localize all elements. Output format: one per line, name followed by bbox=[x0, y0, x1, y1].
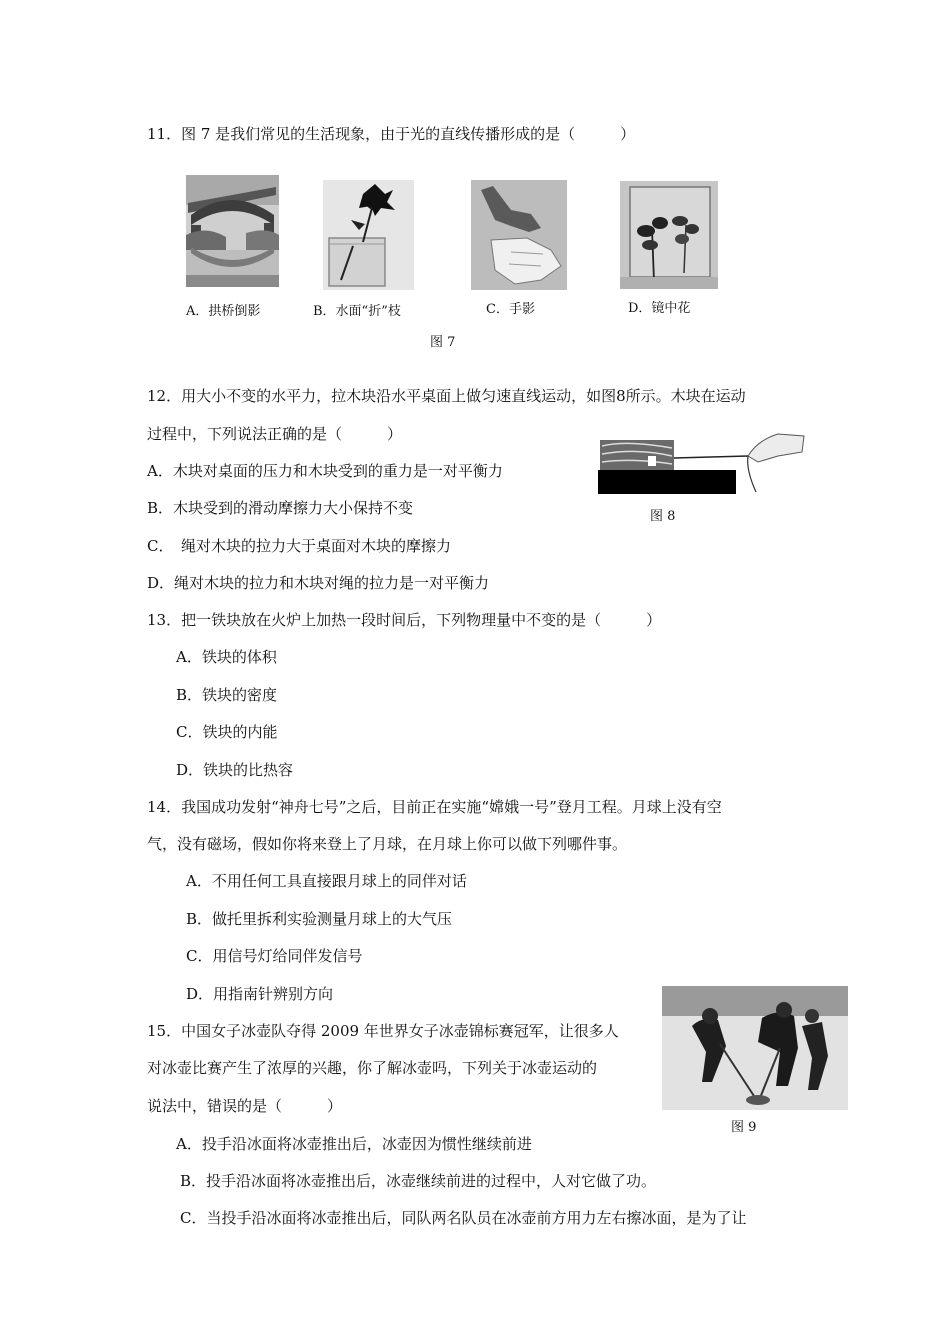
q11-option-d-label: D．镜中花 bbox=[628, 301, 691, 316]
q15-option-a: A．投手沿冰面将冰壶推出后，冰壶因为惯性继续前进 bbox=[176, 1135, 532, 1153]
q15-option-b: B．投手沿冰面将冰壶推出后，冰壶继续前进的过程中，人对它做了功。 bbox=[180, 1172, 657, 1190]
q15-stem-line3: 说法中，错误的是（ ） bbox=[147, 1097, 343, 1115]
figure-9-caption: 图 9 bbox=[731, 1120, 757, 1135]
wood-block-figure bbox=[598, 430, 808, 496]
q11-stem: 11．图 7 是我们常见的生活现象，由于光的直线传播形成的是（ ） bbox=[147, 125, 636, 143]
q15-stem-line2: 对冰壶比赛产生了浓厚的兴趣，你了解冰壶吗，下列关于冰壶运动的 bbox=[147, 1059, 598, 1077]
q12-option-c: C． 绳对木块的拉力大于桌面对木块的摩擦力 bbox=[147, 537, 451, 555]
q13-option-c: C．铁块的内能 bbox=[176, 723, 278, 741]
q14-option-d: D．用指南针辨别方向 bbox=[186, 985, 334, 1003]
q14-option-a: A．不用任何工具直接跟月球上的同伴对话 bbox=[186, 872, 467, 890]
q12-option-a: A．木块对桌面的压力和木块受到的重力是一对平衡力 bbox=[147, 462, 503, 480]
mirror-flower-photo bbox=[620, 181, 718, 289]
q12-option-d: D．绳对木块的拉力和木块对绳的拉力是一对平衡力 bbox=[147, 574, 490, 592]
q15-option-c: C．当投手沿冰面将冰壶推出后，同队两名队员在冰壶前方用力左右擦冰面，是为了让 bbox=[180, 1209, 747, 1227]
curling-photo bbox=[662, 986, 848, 1110]
q13-stem: 13．把一铁块放在火炉上加热一段时间后，下列物理量中不变的是（ ） bbox=[147, 611, 662, 629]
q11-option-c-label: C．手影 bbox=[486, 302, 535, 317]
q11-option-b-label: B．水面“折”枝 bbox=[313, 304, 401, 319]
hand-shadow-photo bbox=[471, 180, 567, 290]
q13-option-b: B．铁块的密度 bbox=[176, 686, 278, 704]
q12-stem-line2: 过程中，下列说法正确的是（ ） bbox=[147, 425, 403, 443]
q15-stem-line1: 15．中国女子冰壶队夺得 2009 年世界女子冰壶锦标赛冠军，让很多人 bbox=[147, 1022, 619, 1040]
q13-option-a: A．铁块的体积 bbox=[176, 648, 277, 666]
q11-option-a-label: A．拱桥倒影 bbox=[186, 304, 261, 319]
bridge-reflection-photo bbox=[186, 175, 279, 287]
stem-in-water-photo bbox=[323, 180, 414, 290]
q14-option-b: B．做托里拆利实验测量月球上的大气压 bbox=[186, 910, 453, 928]
q12-stem-line1: 12．用大小不变的水平力，拉木块沿水平桌面上做匀速直线运动，如图8所示。木块在运动 bbox=[147, 387, 746, 405]
q14-stem-line2: 气，没有磁场，假如你将来登上了月球，在月球上你可以做下列哪件事。 bbox=[147, 835, 628, 853]
figure-8-caption: 图 8 bbox=[650, 509, 676, 524]
q14-stem-line1: 14．我国成功发射“神舟七号”之后，目前正在实施“嫦娥一号”登月工程。月球上没有空 bbox=[147, 798, 722, 816]
q14-option-c: C．用信号灯给同伴发信号 bbox=[186, 947, 363, 965]
q13-option-d: D．铁块的比热容 bbox=[176, 761, 294, 779]
figure-7-caption: 图 7 bbox=[430, 335, 456, 350]
q12-option-b: B．木块受到的滑动摩擦力大小保持不变 bbox=[147, 499, 414, 517]
